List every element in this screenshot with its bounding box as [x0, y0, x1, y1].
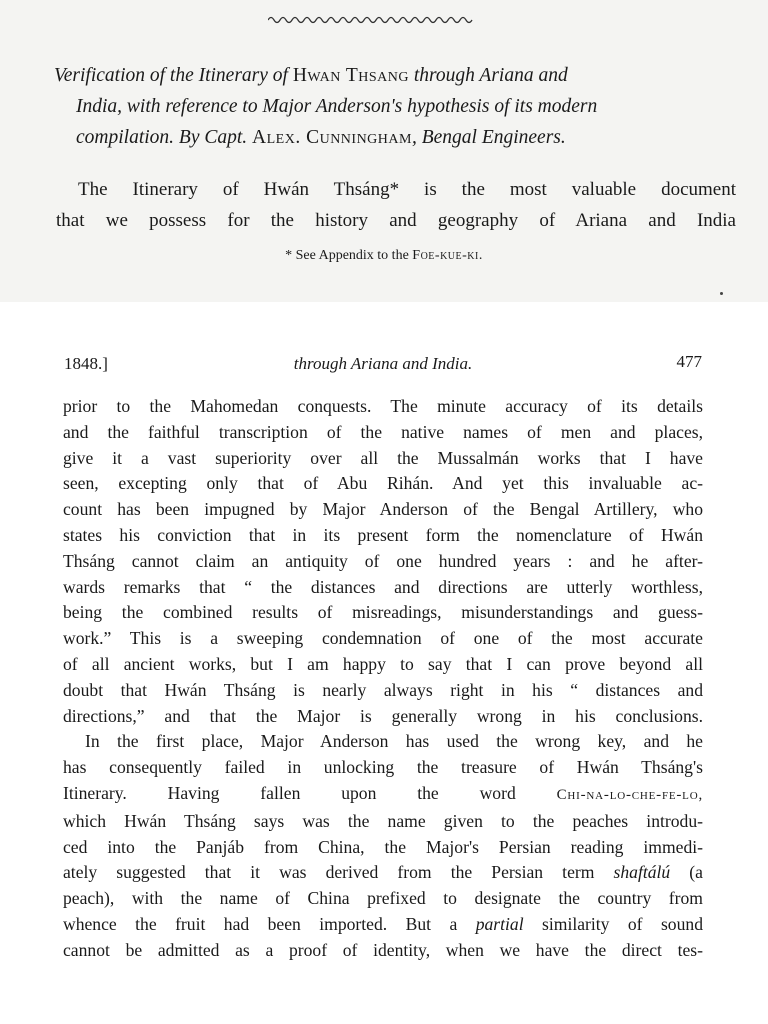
body-line: and the faithful transcription of the native names of men and places, — [63, 421, 703, 442]
title-line-3 — [54, 122, 744, 153]
body-line: states his conviction that in its present form the nomenclature of Hwán — [63, 524, 703, 545]
body-line: In the first place, Major Anderson has used the wrong key, and he — [85, 731, 703, 752]
italic-term: partial — [475, 913, 524, 934]
footnote-text: * See Appendix to the — [285, 248, 413, 263]
body-line: of all ancient works, but I am happy to say that I can prove beyond all — [63, 653, 703, 674]
body-line: Thsáng cannot claim an antiquity of one hundred years : and he after- — [63, 550, 703, 571]
body-line: give it a vast superiority over all the Mussalmán works that I have — [63, 447, 703, 468]
title-text: through Ariana and — [408, 65, 568, 86]
body-line: has consequently failed in unlocking the treasure of Hwán Thsáng's — [63, 757, 703, 778]
body-line — [63, 781, 703, 809]
footnote-reference: Foe-kue-ki. — [412, 248, 483, 263]
title-text: , Bengal Engineers. — [411, 127, 566, 148]
body-line: which Hwán Thsáng says was the name given to the peaches introdu- — [63, 810, 703, 831]
title-text: Verification of the Itinerary of — [54, 65, 293, 86]
body-text-run: ately suggested that it was derived from the Persian term — [63, 862, 614, 883]
clipping-panel — [0, 0, 768, 302]
author-subject-name: Hwan Thsang — [292, 65, 409, 86]
speck — [720, 292, 723, 295]
intro-paragraph — [56, 174, 736, 236]
title-text: compilation. By Capt. — [76, 127, 253, 148]
body-text-run: similarity of sound — [523, 913, 703, 934]
body-line — [63, 860, 703, 886]
body-line: peach), with the name of China prefixed to designate the country from — [63, 888, 703, 909]
body-line: prior to the Mahomedan conquests. The minute accuracy of its details — [63, 396, 703, 416]
body-line: wards remarks that “ the distances and directions are utterly worthless, — [63, 576, 703, 597]
romanized-term: Chi-na-lo-che-fe-lo, — [556, 786, 703, 803]
body-line: being the combined results of misreadings, misunderstandings and guess- — [63, 602, 703, 623]
body-text-run: (a — [670, 862, 703, 883]
footnote — [0, 248, 768, 264]
author-name: Alex. Cunningham — [252, 127, 412, 148]
body-line: ced into the Panjáb from China, the Major's Persian reading immedi- — [63, 836, 703, 857]
title-line-2 — [54, 91, 744, 122]
title-line-1 — [54, 60, 744, 91]
body-text-run: Itinerary. Having fallen upon the word — [63, 782, 557, 803]
title-text: India, with reference to Major Anderson's hypothesis of its modern — [76, 96, 598, 117]
header-year: 1848.] — [64, 354, 108, 373]
intro-line: that we possess for the history and geography of Ariana and India — [56, 210, 736, 231]
body-line: doubt that Hwán Thsáng is nearly always right in his “ distances and — [63, 679, 703, 700]
body-line — [63, 912, 703, 938]
body-line: seen, excepting only that of Abu Rihán. And yet this invaluable ac- — [63, 473, 703, 494]
body-line: work.” This is a sweeping condemnation of one of the most accurate — [63, 628, 703, 649]
body-line: cannot be admitted as a proof of identity, when we have the direct tes- — [63, 939, 703, 960]
intro-line: The Itinerary of Hwán Thsáng* is the most valuable document — [78, 179, 736, 200]
body-text-run: whence the fruit had been imported. But a — [63, 913, 476, 934]
page-number: 477 — [676, 352, 702, 371]
article-title — [54, 60, 744, 153]
italic-term: shaftálú — [613, 862, 671, 883]
body-line: count has been impugned by Major Anderson of the Bengal Artillery, who — [63, 499, 703, 520]
ornamental-rule — [268, 14, 476, 26]
header-title: through Ariana and India. — [293, 354, 473, 373]
body-text — [63, 394, 703, 964]
body-line: directions,” and that the Major is generally wrong in his conclusions. — [63, 705, 703, 726]
